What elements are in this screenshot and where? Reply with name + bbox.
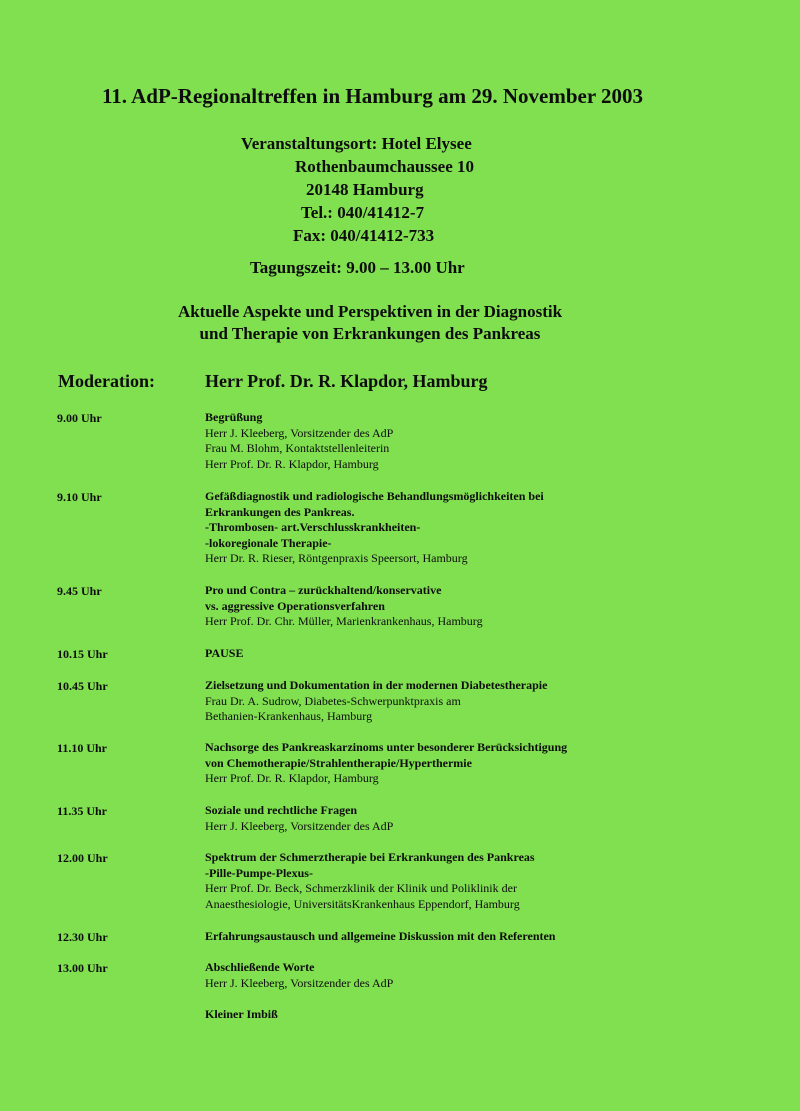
venue-label: Veranstaltungsort: Hotel Elysee xyxy=(241,134,472,153)
schedule-topic-line: -Thrombosen- art.Verschlusskrankheiten- xyxy=(205,520,421,534)
schedule-content xyxy=(205,678,795,725)
moderator-name: Herr Prof. Dr. R. Klapdor, Hamburg xyxy=(205,371,488,391)
schedule-topic-line: Erfahrungsaustausch und allgemeine Diskussion mit den Referenten xyxy=(205,929,556,943)
schedule-content xyxy=(205,850,795,912)
schedule-topic-line: Abschließende Worte xyxy=(205,960,315,974)
schedule-time: 11.35 Uhr xyxy=(57,804,108,818)
venue-fax: Fax: 040/41412-733 xyxy=(293,226,435,245)
venue-phone: Tel.: 040/41412-7 xyxy=(301,203,425,222)
schedule-time: 12.00 Uhr xyxy=(57,851,108,865)
schedule-content xyxy=(205,583,795,630)
schedule-speaker-line: Bethanien-Krankenhaus, Hamburg xyxy=(205,709,373,723)
schedule-topic-line: Soziale und rechtliche Fragen xyxy=(205,803,358,817)
schedule-content xyxy=(205,929,795,945)
schedule-content xyxy=(205,410,795,472)
venue-street: Rothenbaumchaussee 10 xyxy=(295,157,474,176)
schedule-speaker-line: Herr Prof. Dr. R. Klapdor, Hamburg xyxy=(205,456,379,471)
schedule-topic-line: -lokoregionale Therapie- xyxy=(205,535,332,550)
closing-note: Kleiner Imbiß xyxy=(205,1007,278,1021)
schedule-topic-line: von Chemotherapie/Strahlentherapie/Hyperthermie xyxy=(205,755,472,770)
schedule-time: 9.45 Uhr xyxy=(57,584,102,598)
schedule-topic-line: Spektrum der Schmerztherapie bei Erkrankungen des Pankreas xyxy=(205,850,535,864)
schedule-speaker-line: Frau Dr. A. Sudrow, Diabetes-Schwerpunktpraxis am xyxy=(205,693,461,708)
schedule-topic-line: Zielsetzung und Dokumentation in der modernen Diabetestherapie xyxy=(205,678,548,692)
schedule-topic-line: PAUSE xyxy=(205,646,244,660)
schedule-content xyxy=(205,489,795,567)
schedule-content xyxy=(205,740,795,787)
subject-line-2: und Therapie von Erkrankungen des Pankreas xyxy=(199,324,541,343)
schedule-time: 9.10 Uhr xyxy=(57,490,102,504)
schedule-time: 10.45 Uhr xyxy=(57,679,108,693)
schedule-topic-line: Gefäßdiagnostik und radiologische Behandlungsmöglichkeiten bei xyxy=(205,489,544,503)
schedule-speaker-line: Herr Prof. Dr. R. Klapdor, Hamburg xyxy=(205,771,379,785)
schedule-speaker-line: Herr J. Kleeberg, Vorsitzender des AdP xyxy=(205,975,394,990)
subject-line-1: Aktuelle Aspekte und Perspektiven in der Diagnostik xyxy=(177,302,563,321)
schedule-topic-line: -Pille-Pumpe-Plexus- xyxy=(205,865,313,880)
schedule-content xyxy=(205,646,795,662)
schedule-speaker-line: Herr J. Kleeberg, Vorsitzender des AdP xyxy=(205,425,394,440)
schedule-speaker-line: Frau M. Blohm, Kontaktstellenleiterin xyxy=(205,441,390,455)
schedule-topic-line: Begrüßung xyxy=(205,410,263,424)
schedule-time: 12.30 Uhr xyxy=(57,930,108,944)
moderation-label: Moderation: xyxy=(58,371,155,391)
schedule-topic-line: Erkrankungen des Pankreas. xyxy=(205,504,355,519)
schedule-speaker-line: Herr Dr. R. Rieser, Röntgenpraxis Speersort, Hamburg xyxy=(205,551,468,565)
schedule-time: 9.00 Uhr xyxy=(57,411,102,425)
schedule-topic-line: Pro und Contra – zurückhaltend/konservative xyxy=(205,583,442,597)
schedule-speaker-line: Herr Prof. Dr. Chr. Müller, Marienkrankenhaus, Hamburg xyxy=(205,614,483,628)
schedule-time: 13.00 Uhr xyxy=(57,961,108,975)
schedule-time: 10.15 Uhr xyxy=(57,647,108,661)
venue-city: 20148 Hamburg xyxy=(306,180,424,199)
schedule-topic-line: Nachsorge des Pankreaskarzinoms unter besonderer Berücksichtigung xyxy=(205,740,568,754)
schedule-speaker-line: Herr Prof. Dr. Beck, Schmerzklinik der Klinik und Poliklinik der xyxy=(205,881,517,895)
schedule-speaker-line: Anaesthesiologie, UniversitätsKrankenhaus Eppendorf, Hamburg xyxy=(205,896,520,911)
schedule-time: 11.10 Uhr xyxy=(57,741,108,755)
schedule-topic-line: vs. aggressive Operationsverfahren xyxy=(205,598,385,613)
schedule-content xyxy=(205,960,795,991)
session-time: Tagungszeit: 9.00 – 13.00 Uhr xyxy=(250,258,465,277)
schedule-content xyxy=(205,803,795,834)
schedule-speaker-line: Herr J. Kleeberg, Vorsitzender des AdP xyxy=(205,818,394,833)
event-title: 11. AdP-Regionaltreffen in Hamburg am 29. November 2003 xyxy=(101,84,644,108)
